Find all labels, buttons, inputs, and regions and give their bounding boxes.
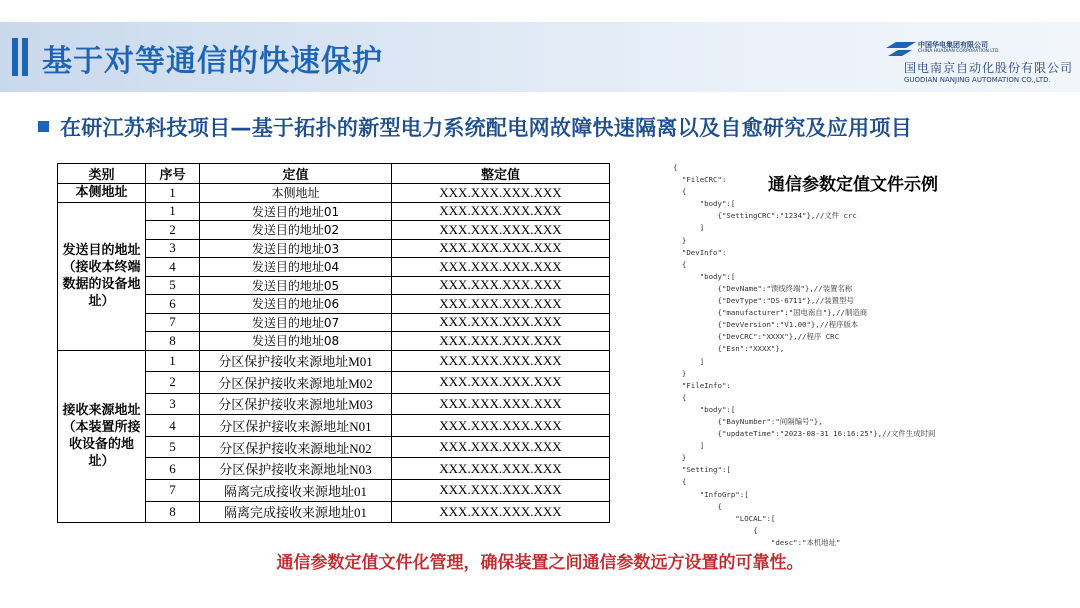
logo-company-name: 国电南京自动化股份有限公司 — [904, 61, 1074, 75]
title-bars-icon — [12, 38, 30, 76]
index-cell: 6 — [146, 458, 200, 480]
index-cell: 5 — [146, 276, 200, 295]
index-cell: 4 — [146, 415, 200, 437]
setting-name-cell: 隔离完成接收来源地址01 — [200, 501, 392, 523]
setting-name-cell: 分区保护接收来源地址M01 — [200, 350, 392, 372]
setting-name-cell: 发送目的地址04 — [200, 258, 392, 277]
code-line: "FileInfo": — [673, 380, 731, 390]
setting-value-cell: XXX.XXX.XXX.XXX — [392, 415, 610, 437]
code-line: {"updateTime":"2023-08-31 16:16:25"},//文件生成时间 — [673, 429, 936, 439]
index-cell: 1 — [146, 184, 200, 203]
code-line: ] — [673, 356, 705, 366]
code-line: } — [673, 368, 687, 378]
setting-name-cell: 发送目的地址07 — [200, 313, 392, 332]
index-cell: 8 — [146, 332, 200, 351]
code-line: "body":[ — [673, 404, 736, 414]
setting-name-cell: 分区保护接收来源地址N01 — [200, 415, 392, 437]
table-row — [58, 184, 610, 203]
setting-value-cell: XXX.XXX.XXX.XXX — [392, 221, 610, 240]
code-line: "LOCAL":[ — [673, 513, 776, 523]
setting-value-cell: XXX.XXX.XXX.XXX — [392, 501, 610, 523]
json-code-example — [673, 162, 973, 547]
setting-value-cell: XXX.XXX.XXX.XXX — [392, 295, 610, 314]
category-cell: 发送目的地址（接收本终端数据的设备地址） — [58, 202, 146, 350]
setting-value-cell: XXX.XXX.XXX.XXX — [392, 202, 610, 221]
setting-name-cell: 发送目的地址06 — [200, 295, 392, 314]
setting-name-cell: 发送目的地址08 — [200, 332, 392, 351]
setting-value-cell: XXX.XXX.XXX.XXX — [392, 350, 610, 372]
settings-table — [57, 163, 610, 523]
index-cell: 2 — [146, 372, 200, 394]
category-cell: 接收来源地址（本装置所接收设备的地址） — [58, 350, 146, 523]
setting-name-cell: 本侧地址 — [200, 184, 392, 203]
index-cell: 5 — [146, 436, 200, 458]
index-cell: 7 — [146, 313, 200, 332]
code-line: {"BayNumber":"间隔编号"}, — [673, 416, 823, 426]
setting-name-cell: 发送目的地址01 — [200, 202, 392, 221]
code-line: {"manufacturer":"国电南自"},//制造商 — [673, 308, 868, 318]
column-header-index: 序号 — [146, 164, 200, 184]
code-line: } — [673, 235, 687, 245]
setting-value-cell: XXX.XXX.XXX.XXX — [392, 372, 610, 394]
code-line: ] — [673, 223, 705, 233]
code-line: { — [673, 477, 687, 487]
setting-name-cell: 发送目的地址02 — [200, 221, 392, 240]
table-row — [58, 202, 610, 221]
code-line: { — [673, 259, 687, 269]
code-line: "desc":"本机地址" — [673, 537, 841, 547]
code-line: "Setting":[ — [673, 465, 731, 475]
column-header-category: 类别 — [58, 164, 146, 184]
setting-name-cell: 发送目的地址03 — [200, 239, 392, 258]
index-cell: 2 — [146, 221, 200, 240]
code-line: {"DevVersion":"V1.00"},//程序版本 — [673, 320, 859, 330]
footer-statement: 通信参数定值文件化管理，确保装置之间通信参数远方设置的可靠性。 — [276, 553, 804, 573]
bullet-square-icon — [38, 121, 49, 132]
setting-value-cell: XXX.XXX.XXX.XXX — [392, 480, 610, 502]
code-line: "body":[ — [673, 199, 736, 209]
table-row — [58, 350, 610, 372]
page-title: 基于对等通信的快速保护 — [42, 44, 383, 79]
index-cell: 3 — [146, 239, 200, 258]
code-line: {"Esn":"XXXX"}, — [673, 344, 785, 354]
code-line: {"DevName":"馈线终端"},//装置名称 — [673, 283, 853, 293]
code-line: ] — [673, 441, 705, 451]
index-cell: 4 — [146, 258, 200, 277]
setting-name-cell: 隔离完成接收来源地址01 — [200, 480, 392, 502]
index-cell: 3 — [146, 393, 200, 415]
setting-value-cell: XXX.XXX.XXX.XXX — [392, 313, 610, 332]
column-header-setting: 定值 — [200, 164, 392, 184]
code-line: {"SettingCRC":"1234"},//文件 crc — [673, 211, 857, 221]
logo-company-name-en: GUODIAN NANJING AUTOMATION CO.,LTD. — [904, 76, 1051, 84]
table-header-row — [58, 164, 610, 184]
index-cell: 1 — [146, 202, 200, 221]
code-line: } — [673, 453, 687, 463]
code-line: "InfoGrp":[ — [673, 489, 749, 499]
setting-value-cell: XXX.XXX.XXX.XXX — [392, 332, 610, 351]
code-line: "body":[ — [673, 271, 736, 281]
setting-name-cell: 发送目的地址05 — [200, 276, 392, 295]
code-line: { — [673, 392, 687, 402]
column-header-value: 整定值 — [392, 164, 610, 184]
code-line: {"DevCRC":"XXXX"},//程序 CRC — [673, 332, 840, 342]
index-cell: 6 — [146, 295, 200, 314]
setting-name-cell: 分区保护接收来源地址N02 — [200, 436, 392, 458]
setting-value-cell: XXX.XXX.XXX.XXX — [392, 393, 610, 415]
setting-value-cell: XXX.XXX.XXX.XXX — [392, 258, 610, 277]
code-line: { — [673, 163, 678, 172]
setting-value-cell: XXX.XXX.XXX.XXX — [392, 458, 610, 480]
code-line: { — [673, 187, 687, 197]
code-line: {"DevType":"DS-6711"},//装置型号 — [673, 296, 854, 306]
setting-name-cell: 分区保护接收来源地址M03 — [200, 393, 392, 415]
header-banner — [0, 22, 1080, 92]
setting-name-cell: 分区保护接收来源地址M02 — [200, 372, 392, 394]
code-example-title: 通信参数定值文件示例 — [768, 175, 938, 195]
code-line: "DevInfo": — [673, 247, 727, 257]
category-cell: 本侧地址 — [58, 184, 146, 203]
code-line: { — [673, 501, 722, 511]
logo-group-name: 中国华电集团有限公司 — [918, 41, 988, 49]
logo-group-name-en: CHINA HUADIAN CORPORATION LTD. — [918, 49, 1000, 54]
index-cell: 7 — [146, 480, 200, 502]
setting-value-cell: XXX.XXX.XXX.XXX — [392, 436, 610, 458]
index-cell: 1 — [146, 350, 200, 372]
company-logo-icon — [886, 40, 916, 58]
setting-value-cell: XXX.XXX.XXX.XXX — [392, 276, 610, 295]
setting-value-cell: XXX.XXX.XXX.XXX — [392, 184, 610, 203]
section-subtitle: 在研江苏科技项目—基于拓扑的新型电力系统配电网故障快速隔离以及自愈研究及应用项目 — [60, 116, 912, 140]
setting-name-cell: 分区保护接收来源地址N03 — [200, 458, 392, 480]
code-line: { — [673, 525, 758, 535]
code-line: "FileCRC": — [673, 175, 727, 185]
index-cell: 8 — [146, 501, 200, 523]
setting-value-cell: XXX.XXX.XXX.XXX — [392, 239, 610, 258]
